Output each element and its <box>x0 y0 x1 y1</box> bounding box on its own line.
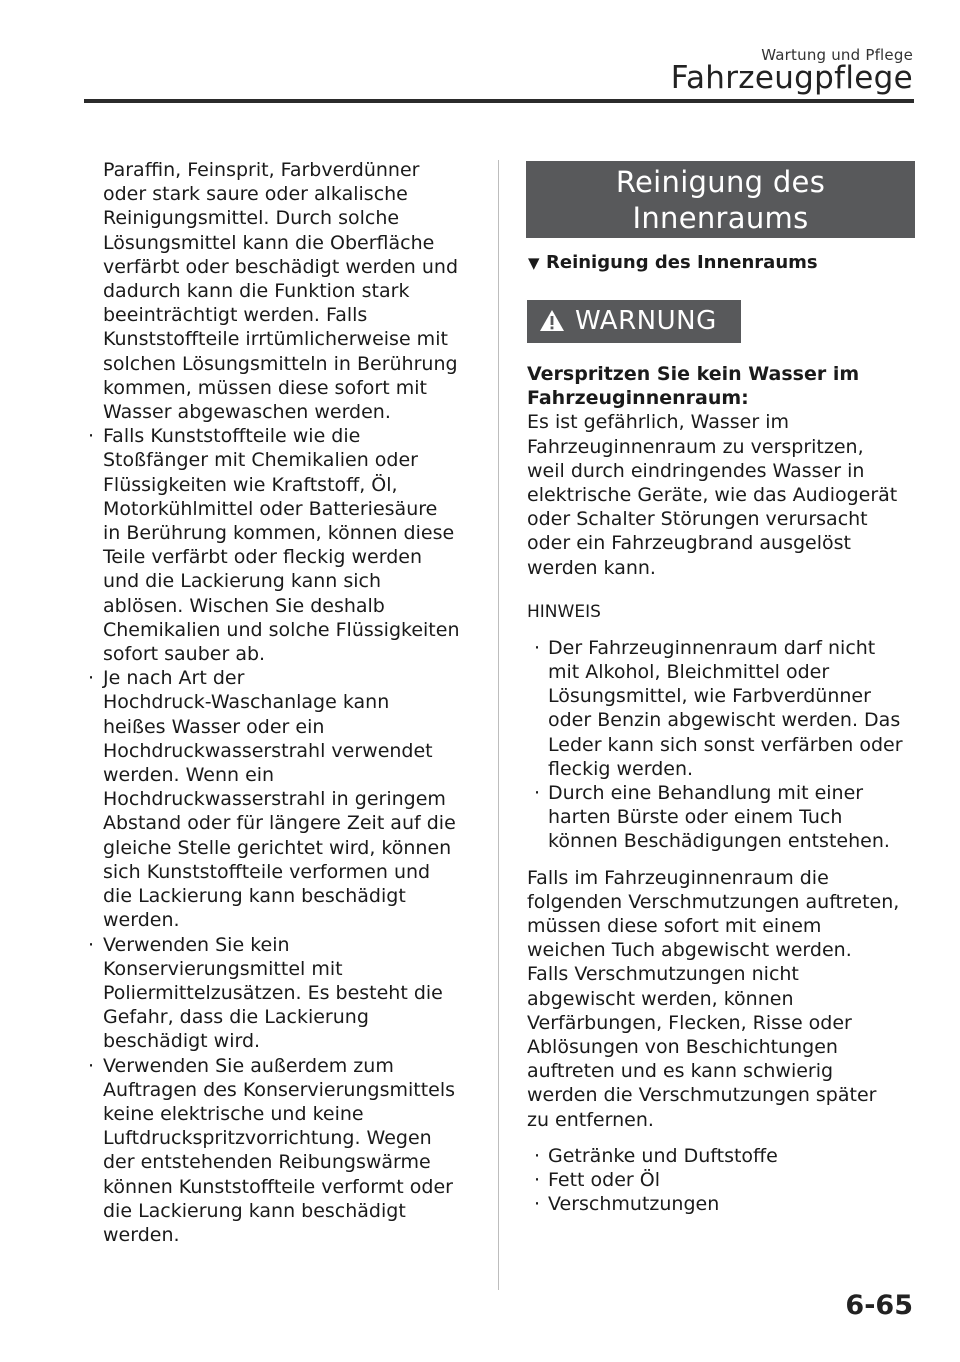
text-line: Reinigungsmittel. Durch solche <box>103 207 400 230</box>
section-title-line: Innenraums <box>632 201 809 235</box>
text-line: weichen Tuch abgewischt werden. <box>527 939 852 962</box>
list-item <box>78 666 478 932</box>
list-item <box>78 933 478 1054</box>
text-line: fleckig werden. <box>548 757 694 780</box>
text-line: müssen diese sofort mit einem <box>527 915 822 938</box>
text-line: ablösen. Wischen Sie deshalb <box>103 594 385 617</box>
subsection-title-text: Reinigung des Innenraums <box>546 252 818 273</box>
text-line: Lösungsmittel, wie Farbverdünner <box>548 685 871 708</box>
text-line: Flüssigkeiten wie Kraftstoff, Öl, <box>103 473 398 496</box>
text-line: oder stark saure oder alkalische <box>103 183 408 206</box>
text-line: Wasser abgewaschen werden. <box>103 401 391 424</box>
note-list <box>527 636 917 854</box>
note-heading: HINWEIS <box>527 601 601 622</box>
text-line: beeinträchtigt werden. Falls <box>103 304 368 327</box>
text-line: Hochdruckwasserstrahl in geringem <box>103 788 446 811</box>
text-line: Lösungsmittel kann die Oberfläche <box>103 231 435 254</box>
text-line: oder Schalter Störungen verursacht <box>527 508 868 531</box>
text-line: keine elektrische und keine <box>103 1102 364 1125</box>
text-line: verfärbt oder beschädigt werden und <box>103 255 459 278</box>
list-item <box>527 636 917 781</box>
text-line: Verspritzen Sie kein Wasser im <box>527 363 860 385</box>
text-line: dadurch kann die Funktion stark <box>103 280 410 303</box>
text-line: beschädigt wird. <box>103 1030 261 1053</box>
text-line: solchen Lösungsmitteln in Berührung <box>103 352 458 375</box>
list-item <box>527 1144 917 1168</box>
text-line: und die Lackierung kann sich <box>103 570 381 593</box>
list-item <box>527 1192 917 1216</box>
text-line: Es ist gefährlich, Wasser im <box>527 411 790 434</box>
text-line: werden. <box>103 909 180 932</box>
list-item <box>527 1168 917 1192</box>
text-line: folgenden Verschmutzungen auftreten, <box>527 890 900 913</box>
text-line: Teile verfärbt oder fleckig werden <box>103 546 423 569</box>
text-line: Verwenden Sie außerdem zum <box>103 1054 394 1077</box>
bullet-dot-icon: · <box>88 1054 95 1077</box>
text-line: Konservierungsmittel mit <box>103 957 343 980</box>
column-divider <box>498 160 499 1290</box>
body-paragraph <box>527 866 917 1132</box>
bullet-dot-icon: · <box>534 782 541 805</box>
text-line: können Kunststoffteile verformt oder <box>103 1175 453 1198</box>
text-line: die Lackierung kann beschädigt <box>103 885 406 908</box>
list-item <box>527 781 917 854</box>
warning-heading <box>527 362 917 410</box>
bullet-dot-icon: · <box>534 1169 541 1192</box>
text-line: kommen, müssen diese sofort mit <box>103 376 427 399</box>
text-line: elektrische Geräte, wie das Audiogerät <box>527 484 898 507</box>
text-line: Stoßfänger mit Chemikalien oder <box>103 449 418 472</box>
intro-paragraph <box>78 158 478 424</box>
bullet-dot-icon: · <box>534 1144 541 1167</box>
list-item <box>78 424 478 666</box>
text-line: harten Bürste oder einem Tuch <box>548 806 843 829</box>
text-line: Kunststoffteile irrtümlicherweise mit <box>103 328 448 351</box>
text-line: Auftragen des Konservierungsmittels <box>103 1078 456 1101</box>
text-line: Fett oder Öl <box>548 1169 660 1192</box>
bullet-dot-icon: · <box>88 933 95 956</box>
text-line: Ablösungen von Beschichtungen <box>527 1036 838 1059</box>
text-line: Verwenden Sie kein <box>103 933 290 956</box>
text-line: die Lackierung kann beschädigt <box>103 1199 406 1222</box>
warning-label: WARNUNG <box>575 306 717 336</box>
bullet-dot-icon: · <box>88 667 95 690</box>
text-line: Falls Kunststoffteile wie die <box>103 425 361 448</box>
triangle-down-icon: ▼ <box>528 254 540 272</box>
section-label: Fahrzeugpflege <box>670 60 913 96</box>
bullet-dot-icon: · <box>534 636 541 659</box>
warning-triangle-icon <box>539 309 565 332</box>
section-title-box <box>526 161 915 238</box>
text-line: Fahrzeuginnenraum zu verspritzen, <box>527 435 864 458</box>
warning-badge <box>527 300 741 343</box>
text-line: Abstand oder für längere Zeit auf die <box>103 812 456 835</box>
text-line: werden. <box>103 1223 180 1246</box>
text-line: Je nach Art der <box>103 667 245 690</box>
dirt-list <box>527 1144 917 1217</box>
text-line: oder ein Fahrzeugbrand ausgelöst <box>527 532 851 555</box>
chapter-label: Wartung und Pflege <box>761 46 913 64</box>
text-line: Fahrzeuginnenraum: <box>527 387 749 410</box>
page-number: 6-65 <box>845 1290 913 1321</box>
text-line: werden kann. <box>527 556 656 579</box>
text-line: Hochdruck-Waschanlage kann <box>103 691 390 714</box>
text-line: Der Fahrzeuginnenraum darf nicht <box>548 636 876 659</box>
subsection-title <box>528 250 818 276</box>
bullet-dot-icon: · <box>534 1193 541 1216</box>
header-rule <box>84 99 914 103</box>
text-line: Verfärbungen, Flecken, Risse oder <box>527 1011 852 1034</box>
text-line: sich Kunststoffteile verformen und <box>103 860 431 883</box>
text-line: Falls Verschmutzungen nicht <box>527 963 799 986</box>
section-title-line: Reinigung des <box>615 165 826 199</box>
text-line: gleiche Stelle gerichtet wird, können <box>103 836 452 859</box>
text-line: Motorkühlmittel oder Batteriesäure <box>103 497 438 520</box>
right-column <box>527 362 917 1217</box>
text-line: in Berührung kommen, können diese <box>103 522 455 545</box>
text-line: auftreten und es kann schwierig <box>527 1060 834 1083</box>
text-line: mit Alkohol, Bleichmittel oder <box>548 661 830 684</box>
text-line: werden. Wenn ein <box>103 764 275 787</box>
text-line: oder Benzin abgewischt werden. Das <box>548 709 901 732</box>
text-line: der entstehenden Reibungswärme <box>103 1151 431 1174</box>
text-line: Falls im Fahrzeuginnenraum die <box>527 866 829 889</box>
text-line: zu entfernen. <box>527 1108 654 1131</box>
text-line: Hochdruckwasserstrahl verwendet <box>103 739 433 762</box>
text-line: abgewischt werden, können <box>527 987 794 1010</box>
bullet-dot-icon: · <box>88 425 95 448</box>
text-line: Chemikalien und solche Flüssigkeiten <box>103 618 460 641</box>
text-line: weil durch eindringendes Wasser in <box>527 459 865 482</box>
text-line: Luftdruckspritzvorrichtung. Wegen <box>103 1127 432 1150</box>
text-line: können Beschädigungen entstehen. <box>548 830 890 853</box>
text-line: sofort sauber ab. <box>103 643 266 666</box>
left-column <box>78 158 478 1247</box>
text-line: Verschmutzungen <box>548 1193 720 1216</box>
list-item <box>78 1054 478 1248</box>
text-line: Durch eine Behandlung mit einer <box>548 782 864 805</box>
warning-body <box>527 410 917 579</box>
text-line: heißes Wasser oder ein <box>103 715 325 738</box>
text-line: Poliermittelzusätzen. Es besteht die <box>103 981 443 1004</box>
text-line: Paraffin, Feinsprit, Farbverdünner <box>103 159 420 181</box>
text-line: werden die Verschmutzungen später <box>527 1084 877 1107</box>
text-line: Gefahr, dass die Lackierung <box>103 1006 369 1029</box>
text-line: Getränke und Duftstoffe <box>548 1144 778 1167</box>
text-line: Leder kann sich sonst verfärben oder <box>548 733 903 756</box>
